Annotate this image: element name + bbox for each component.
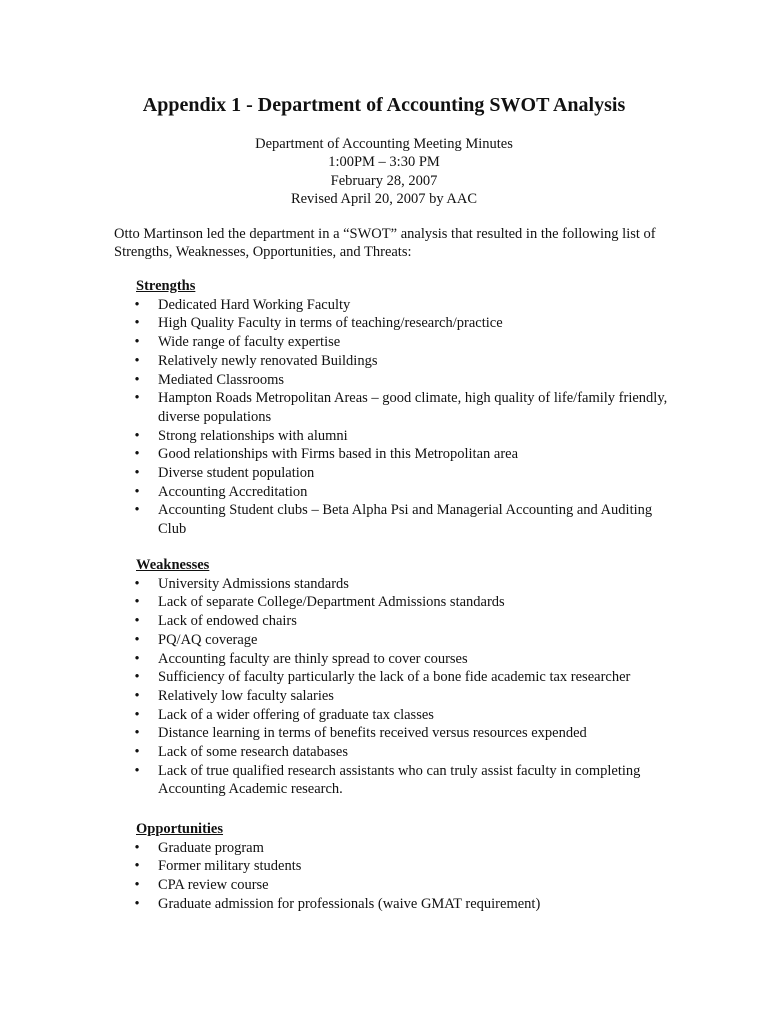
bullet-icon [132, 895, 142, 914]
list-item [114, 631, 674, 650]
list-item [114, 895, 674, 914]
list-item [114, 427, 674, 446]
section-heading: Opportunities [136, 821, 224, 837]
bullet-icon [132, 631, 142, 650]
weaknesses-list [114, 575, 674, 799]
list-item [114, 762, 674, 799]
list-item-text: Lack of true qualified research assistants who can truly assist faculty in completing Accounting Academic research. [158, 762, 641, 798]
bullet-icon [132, 650, 142, 669]
list-item-text: Graduate admission for professionals (waive GMAT requirement) [158, 895, 541, 912]
list-item [114, 501, 674, 538]
list-item [114, 575, 674, 594]
list-item-text: Strong relationships with alumni [158, 427, 348, 444]
header-line: 1:00PM – 3:30 PM [328, 154, 440, 171]
meeting-header [0, 135, 768, 208]
bullet-icon [132, 687, 142, 706]
list-item-text: Former military students [158, 858, 302, 875]
list-item [114, 706, 674, 725]
list-item-text: Graduate program [158, 839, 264, 856]
list-item [114, 857, 674, 876]
bullet-icon [132, 668, 142, 687]
list-item-text: Hampton Roads Metropolitan Areas – good climate, high quality of life/family friendly, diverse populations [158, 390, 668, 425]
list-item-text: Accounting Accreditation [158, 483, 308, 500]
document-title: Appendix 1 - Department of Accounting SWOT Analysis [142, 94, 626, 116]
list-item-text: Lack of some research databases [158, 744, 349, 761]
bullet-icon [132, 612, 142, 631]
list-item-text: Good relationships with Firms based in this Metropolitan area [158, 446, 519, 463]
list-item-text: Diverse student population [158, 465, 315, 482]
strengths-section [114, 277, 674, 539]
list-item-text: Sufficiency of faculty particularly the lack of a bone fide academic tax researcher [158, 669, 631, 686]
list-item [114, 389, 674, 426]
header-line: Revised April 20, 2007 by AAC [290, 190, 478, 207]
list-item [114, 668, 674, 687]
header-line: Department of Accounting Meeting Minutes [255, 136, 513, 152]
bullet-icon [132, 593, 142, 612]
bullet-icon [132, 857, 142, 876]
bullet-icon [132, 724, 142, 743]
bullet-icon [132, 575, 142, 594]
list-item-text: Relatively low faculty salaries [158, 687, 334, 704]
bullet-icon [132, 876, 142, 895]
list-item-text: High Quality Faculty in terms of teaching/research/practice [158, 315, 503, 332]
list-item [114, 314, 674, 333]
weaknesses-section [114, 556, 674, 799]
bullet-icon [132, 371, 142, 390]
intro-paragraph: Otto Martinson led the department in a “SWOT” analysis that resulted in the following list of Strengths, Weaknesses, Opportunities, and Threats: [114, 226, 656, 261]
list-item [114, 593, 674, 612]
bullet-icon [132, 743, 142, 762]
list-item [114, 724, 674, 743]
list-item-text: Lack of endowed chairs [158, 613, 297, 630]
header-line: February 28, 2007 [330, 172, 438, 189]
bullet-icon [132, 839, 142, 858]
list-item [114, 687, 674, 706]
bullet-icon [132, 427, 142, 446]
list-item-text: Lack of a wider offering of graduate tax classes [158, 706, 434, 723]
list-item-text: Accounting Student clubs – Beta Alpha Psi and Managerial Accounting and Auditing Club [158, 502, 653, 538]
list-item [114, 352, 674, 371]
list-item-text: Mediated Classrooms [158, 371, 285, 388]
list-item-text: Distance learning in terms of benefits received versus resources expended [158, 725, 587, 742]
bullet-icon [132, 314, 142, 333]
section-heading: Weaknesses [136, 557, 210, 573]
list-item [114, 333, 674, 352]
list-item-text: Wide range of faculty expertise [158, 334, 341, 351]
bullet-icon [132, 483, 142, 502]
list-item-text: CPA review course [158, 877, 269, 894]
bullet-icon [132, 333, 142, 352]
opportunities-section [114, 820, 674, 914]
bullet-icon [132, 762, 142, 781]
bullet-icon [132, 501, 142, 520]
list-item-text: Relatively newly renovated Buildings [158, 352, 378, 369]
bullet-icon [132, 352, 142, 371]
bullet-icon [132, 296, 142, 315]
list-item [114, 612, 674, 631]
strengths-list [114, 296, 674, 539]
list-item-text: PQ/AQ coverage [158, 631, 258, 648]
list-item [114, 464, 674, 483]
list-item [114, 371, 674, 390]
list-item [114, 296, 674, 315]
list-item [114, 483, 674, 502]
list-item [114, 743, 674, 762]
list-item [114, 445, 674, 464]
list-item [114, 876, 674, 895]
bullet-icon [132, 389, 142, 408]
list-item-text: University Admissions standards [158, 575, 349, 592]
list-item-text: Dedicated Hard Working Faculty [158, 296, 351, 313]
list-item-text: Accounting faculty are thinly spread to cover courses [158, 650, 468, 667]
list-item [114, 839, 674, 858]
list-item-text: Lack of separate College/Department Admissions standards [158, 594, 505, 611]
list-item [114, 650, 674, 669]
section-heading: Strengths [136, 278, 196, 294]
bullet-icon [132, 706, 142, 725]
opportunities-list [114, 839, 674, 914]
bullet-icon [132, 445, 142, 464]
bullet-icon [132, 464, 142, 483]
